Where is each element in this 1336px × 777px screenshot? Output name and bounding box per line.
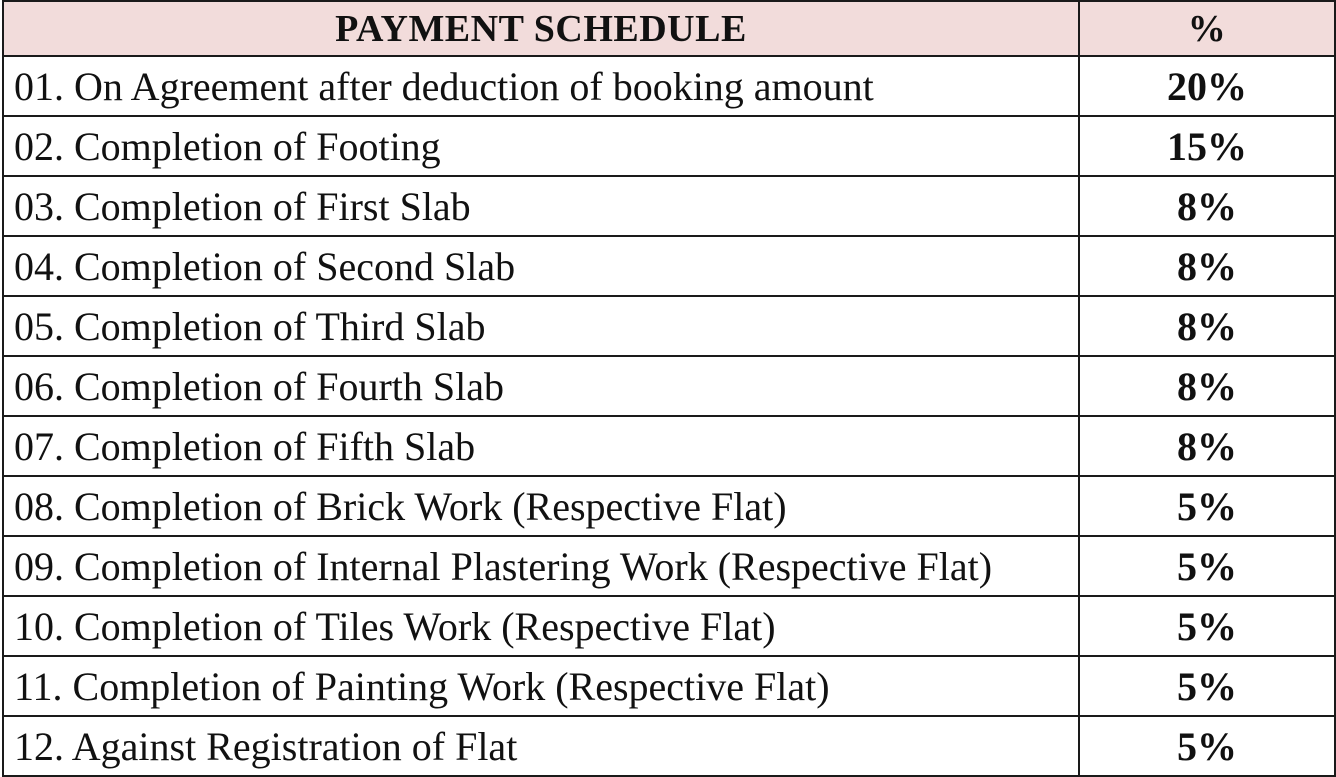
table-row <box>3 596 1335 656</box>
row-label: 12. Against Registration of Flat <box>3 716 1079 776</box>
table-row <box>3 296 1335 356</box>
table-row <box>3 56 1335 116</box>
row-label: 01. On Agreement after deduction of booking amount <box>3 56 1079 116</box>
row-percent: 5% <box>1079 716 1335 776</box>
header-title: PAYMENT SCHEDULE <box>3 1 1079 56</box>
table-row <box>3 536 1335 596</box>
row-percent: 15% <box>1079 116 1335 176</box>
row-label: 06. Completion of Fourth Slab <box>3 356 1079 416</box>
header-percent: % <box>1079 1 1335 56</box>
row-percent: 8% <box>1079 236 1335 296</box>
row-label: 02. Completion of Footing <box>3 116 1079 176</box>
row-label: 04. Completion of Second Slab <box>3 236 1079 296</box>
table-row <box>3 236 1335 296</box>
row-label: 03. Completion of First Slab <box>3 176 1079 236</box>
row-percent: 5% <box>1079 656 1335 716</box>
table-row <box>3 656 1335 716</box>
row-percent: 20% <box>1079 56 1335 116</box>
row-percent: 8% <box>1079 416 1335 476</box>
table-row <box>3 116 1335 176</box>
row-percent: 5% <box>1079 476 1335 536</box>
payment-schedule-table <box>2 0 1336 777</box>
table-row <box>3 416 1335 476</box>
table-row <box>3 176 1335 236</box>
table-row <box>3 356 1335 416</box>
row-label: 07. Completion of Fifth Slab <box>3 416 1079 476</box>
row-percent: 8% <box>1079 296 1335 356</box>
row-label: 05. Completion of Third Slab <box>3 296 1079 356</box>
table-row <box>3 716 1335 776</box>
row-percent: 8% <box>1079 176 1335 236</box>
row-label: 11. Completion of Painting Work (Respective Flat) <box>3 656 1079 716</box>
row-label: 08. Completion of Brick Work (Respective Flat) <box>3 476 1079 536</box>
row-percent: 5% <box>1079 536 1335 596</box>
row-label: 10. Completion of Tiles Work (Respective Flat) <box>3 596 1079 656</box>
row-percent: 8% <box>1079 356 1335 416</box>
table-row <box>3 476 1335 536</box>
header-row <box>3 1 1335 56</box>
row-label: 09. Completion of Internal Plastering Work (Respective Flat) <box>3 536 1079 596</box>
row-percent: 5% <box>1079 596 1335 656</box>
